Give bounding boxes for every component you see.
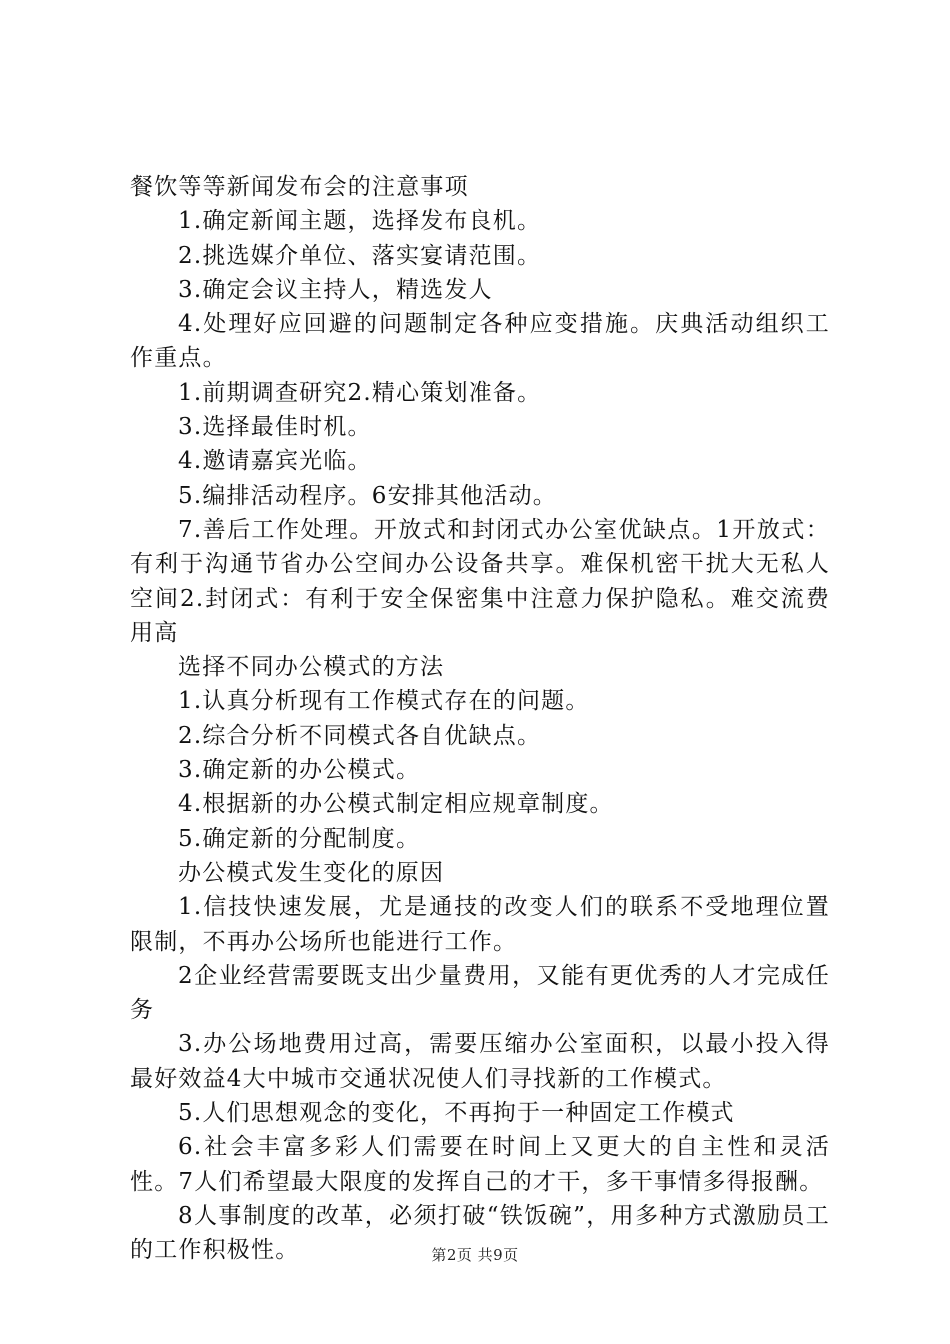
document-paragraph: 5.编排活动程序。6安排其他活动。 <box>178 482 557 509</box>
document-paragraph: 餐饮等等新闻发布会的注意事项 <box>130 174 469 200</box>
document-paragraph: 3.确定新的办公模式。 <box>178 757 421 784</box>
document-paragraph: 7.善后工作处理。开放式和封闭式办公室优缺点。1开放式：有利于沟通节省办公空间办公设备共享。难保机密干扰大无私人空间2.封闭式：有利于安全保密集中注意力保护隐私。难交流费用高 <box>130 516 830 646</box>
document-paragraph: 4.邀请嘉宾光临。 <box>178 448 372 475</box>
document-paragraph: 5.确定新的分配制度。 <box>178 825 421 852</box>
document-paragraph: 2.综合分析不同模式各自优缺点。 <box>178 722 542 749</box>
document-paragraph: 1.前期调查研究2.精心策划准备。 <box>178 379 542 406</box>
document-paragraph: 3.确定会议主持人，精选发人 <box>178 276 493 303</box>
document-paragraph: 4.处理好应回避的问题制定各种应变措施。庆典活动组织工作重点。 <box>130 311 830 372</box>
document-paragraph: 2企业经营需要既支出少量费用，又能有更优秀的人才完成任务 <box>130 962 830 1024</box>
document-paragraph: 5.人们思想观念的变化，不再拘于一种固定工作模式 <box>178 1100 735 1127</box>
document-paragraph: 6.社会丰富多彩人们需要在时间上又更大的自主性和灵活性。7人们希望最大限度的发挥自己的才干，多干事情多得报酬。 <box>130 1134 830 1195</box>
document-paragraph: 8人事制度的改革，必须打破“铁饭碗”，用多种方式激励员工的工作积极性。 <box>130 1202 830 1264</box>
document-paragraph: 4.根据新的办公模式制定相应规章制度。 <box>178 791 614 818</box>
document-paragraph: 1.信技快速发展，尤是通技的改变人们的联系不受地理位置限制，不再办公场所也能进行工作。 <box>130 894 830 955</box>
document-paragraph: 3.选择最佳时机。 <box>178 414 372 441</box>
document-paragraph: 选择不同办公模式的方法 <box>178 654 445 681</box>
document-body <box>130 170 830 1268</box>
document-paragraph: 1.认真分析现有工作模式存在的问题。 <box>178 688 590 715</box>
document-paragraph: 2.挑选媒介单位、落实宴请范围。 <box>178 242 542 269</box>
document-paragraph: 办公模式发生变化的原因 <box>178 859 445 886</box>
document-paragraph: 3.办公场地费用过高，需要压缩办公室面积，以最小投入得最好效益4大中城市交通状况使人们寻找新的工作模式。 <box>130 1031 830 1092</box>
page-footer: 第2页 共9页 <box>431 1246 519 1264</box>
document-paragraph: 1.确定新闻主题，选择发布良机。 <box>178 208 542 235</box>
